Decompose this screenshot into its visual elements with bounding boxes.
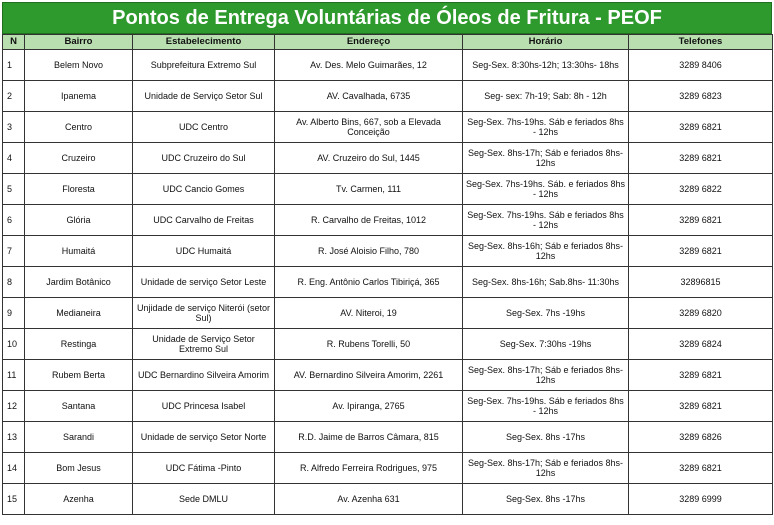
cell-horario: Seg-Sex. 7:30hs -19hs [463,329,629,360]
cell-n: 10 [3,329,25,360]
cell-n: 4 [3,143,25,174]
cell-bairro: Sarandi [25,422,133,453]
cell-endereco: AV. Cruzeiro do Sul, 1445 [275,143,463,174]
cell-bairro: Centro [25,112,133,143]
table-row [3,112,773,143]
cell-estabelecimento: UDC Humaitá [133,236,275,267]
cell-endereco: AV. Niteroi, 19 [275,298,463,329]
cell-horario: Seg-Sex. 8:30hs-12h; 13:30hs- 18hs [463,50,629,81]
table-row [3,484,773,515]
cell-n: 7 [3,236,25,267]
spreadsheet [2,2,772,515]
cell-telefone: 3289 8406 [629,50,773,81]
cell-n: 12 [3,391,25,422]
cell-horario: Seg-Sex. 8hs-16h; Sáb e feriados 8hs- 12hs [463,236,629,267]
cell-estabelecimento: Unidade de Serviço Setor Extremo Sul [133,329,275,360]
table-row [3,236,773,267]
cell-telefone: 3289 6999 [629,484,773,515]
column-header-horario: Horário [463,35,629,50]
cell-telefone: 3289 6821 [629,360,773,391]
table-header-row [3,35,773,50]
cell-n: 14 [3,453,25,484]
cell-bairro: Rubem Berta [25,360,133,391]
cell-estabelecimento: UDC Fátima -Pinto [133,453,275,484]
column-header-n: N [3,35,25,50]
cell-telefone: 3289 6826 [629,422,773,453]
cell-telefone: 3289 6823 [629,81,773,112]
cell-horario: Seg- sex: 7h-19; Sab: 8h - 12h [463,81,629,112]
cell-bairro: Azenha [25,484,133,515]
cell-bairro: Bom Jesus [25,453,133,484]
table-row [3,205,773,236]
cell-telefone: 3289 6822 [629,174,773,205]
cell-n: 2 [3,81,25,112]
cell-bairro: Belem Novo [25,50,133,81]
cell-bairro: Ipanema [25,81,133,112]
cell-horario: Seg-Sex. 8hs -17hs [463,484,629,515]
cell-estabelecimento: UDC Bernardino Silveira Amorim [133,360,275,391]
cell-estabelecimento: UDC Cruzeiro do Sul [133,143,275,174]
table-row [3,422,773,453]
cell-estabelecimento: UDC Princesa Isabel [133,391,275,422]
cell-endereco: Av. Alberto Bins, 667, sob a Elevada Conceição [275,112,463,143]
cell-horario: Seg-Sex. 8hs-17h; Sáb e feriados 8hs- 12hs [463,143,629,174]
cell-endereco: Av. Des. Melo Guimarães, 12 [275,50,463,81]
table-row [3,81,773,112]
cell-n: 6 [3,205,25,236]
cell-bairro: Jardim Botânico [25,267,133,298]
cell-bairro: Cruzeiro [25,143,133,174]
cell-horario: Seg-Sex. 7hs -19hs [463,298,629,329]
table-body [3,50,773,515]
cell-endereco: Av. Ipiranga, 2765 [275,391,463,422]
table-row [3,453,773,484]
cell-n: 5 [3,174,25,205]
cell-telefone: 3289 6821 [629,143,773,174]
cell-endereco: R. José Aloisio Filho, 780 [275,236,463,267]
cell-endereco: R.D. Jaime de Barros Câmara, 815 [275,422,463,453]
cell-endereco: Av. Azenha 631 [275,484,463,515]
cell-estabelecimento: UDC Centro [133,112,275,143]
cell-estabelecimento: Unidade de serviço Setor Norte [133,422,275,453]
cell-horario: Seg-Sex. 8hs-17h; Sáb e feriados 8hs- 12hs [463,453,629,484]
cell-endereco: R. Eng. Antônio Carlos Tibiriçá, 365 [275,267,463,298]
cell-telefone: 3289 6821 [629,453,773,484]
table-row [3,174,773,205]
cell-estabelecimento: UDC Cancio Gomes [133,174,275,205]
cell-telefone: 3289 6824 [629,329,773,360]
cell-endereco: R. Rubens Torelli, 50 [275,329,463,360]
cell-bairro: Humaitá [25,236,133,267]
column-header-endereco: Endereço [275,35,463,50]
cell-endereco: AV. Cavalhada, 6735 [275,81,463,112]
cell-bairro: Glória [25,205,133,236]
cell-telefone: 3289 6821 [629,112,773,143]
cell-bairro: Medianeira [25,298,133,329]
cell-estabelecimento: Unidade de serviço Setor Leste [133,267,275,298]
cell-endereco: Tv. Carmen, 111 [275,174,463,205]
cell-horario: Seg-Sex. 7hs-19hs. Sáb e feriados 8hs - 12hs [463,112,629,143]
table-row [3,267,773,298]
cell-n: 1 [3,50,25,81]
column-header-telefones: Telefones [629,35,773,50]
cell-horario: Seg-Sex. 7hs-19hs. Sáb. e feriados 8hs - 12hs [463,174,629,205]
page-title: Pontos de Entrega Voluntárias de Óleos de Fritura - PEOF [2,2,772,34]
cell-telefone: 3289 6821 [629,205,773,236]
cell-n: 9 [3,298,25,329]
cell-telefone: 3289 6820 [629,298,773,329]
cell-horario: Seg-Sex. 8hs-17h; Sáb e feriados 8hs- 12hs [463,360,629,391]
cell-estabelecimento: UDC Carvalho de Freitas [133,205,275,236]
cell-estabelecimento: Subprefeitura Extremo Sul [133,50,275,81]
cell-n: 11 [3,360,25,391]
cell-n: 13 [3,422,25,453]
cell-bairro: Restinga [25,329,133,360]
column-header-bairro: Bairro [25,35,133,50]
cell-estabelecimento: Sede DMLU [133,484,275,515]
cell-endereco: R. Alfredo Ferreira Rodrigues, 975 [275,453,463,484]
cell-n: 15 [3,484,25,515]
table-row [3,391,773,422]
cell-endereco: R. Carvalho de Freitas, 1012 [275,205,463,236]
cell-n: 8 [3,267,25,298]
cell-horario: Seg-Sex. 8hs -17hs [463,422,629,453]
collection-points-table [2,34,773,515]
cell-n: 3 [3,112,25,143]
cell-telefone: 32896815 [629,267,773,298]
cell-telefone: 3289 6821 [629,236,773,267]
cell-horario: Seg-Sex. 7hs-19hs. Sáb e feriados 8hs - 12hs [463,205,629,236]
cell-telefone: 3289 6821 [629,391,773,422]
table-row [3,360,773,391]
column-header-estabelecimento: Estabelecimento [133,35,275,50]
cell-horario: Seg-Sex. 7hs-19hs. Sáb e feriados 8hs - 12hs [463,391,629,422]
cell-estabelecimento: Unidade de Serviço Setor Sul [133,81,275,112]
cell-horario: Seg-Sex. 8hs-16h; Sab.8hs- 11:30hs [463,267,629,298]
table-row [3,329,773,360]
table-row [3,298,773,329]
cell-estabelecimento: Unjidade de serviço Niterói (setor Sul) [133,298,275,329]
cell-bairro: Floresta [25,174,133,205]
cell-endereco: AV. Bernardino Silveira Amorim, 2261 [275,360,463,391]
table-row [3,50,773,81]
table-row [3,143,773,174]
cell-bairro: Santana [25,391,133,422]
